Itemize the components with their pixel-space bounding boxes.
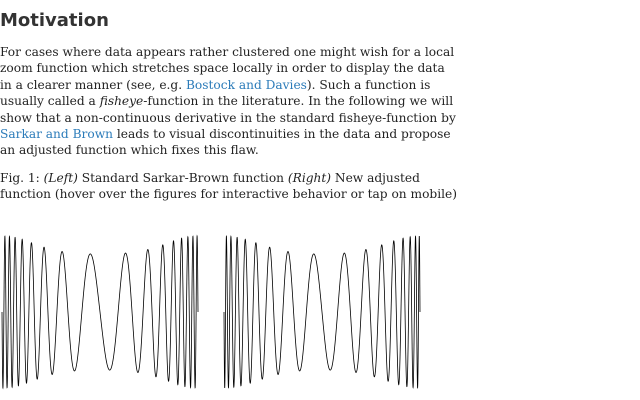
intro-line-3-text: in a clearer manner (see, e.g. — [0, 77, 186, 92]
distorted-wave-standard — [2, 236, 198, 388]
intro-line-1: For cases where data appears rather clustered one might wish for a local — [0, 45, 455, 59]
caption-line-2: function (hover over the figures for interactive behavior or tap on mobile) — [0, 187, 457, 202]
sarkar-brown-link[interactable]: Sarkar and Brown — [0, 127, 113, 142]
intro-paragraph — [0, 44, 456, 159]
caption-line-1 — [0, 170, 430, 186]
fisheye-term: fisheye — [99, 94, 144, 109]
intro-line-3-text-end: ). Such a function is — [306, 77, 431, 92]
distorted-wave-adjusted — [224, 236, 420, 388]
caption-left-text: Standard Sarkar-Brown function — [77, 171, 288, 185]
fisheye-figure-adjusted[interactable] — [222, 230, 422, 395]
intro-line-5: show that a non-continuous derivative in the standard fisheye-function by — [0, 110, 456, 125]
intro-line-2: zoom function which stretches space locally in order to display the data — [0, 61, 445, 76]
intro-line-6 — [0, 126, 451, 142]
caption-right-text: New adjusted — [331, 171, 420, 185]
page-title: Motivation — [0, 10, 109, 31]
intro-line-7: an adjusted function which fixes this flaw. — [0, 143, 259, 158]
intro-line-4-text: usually called a — [0, 94, 100, 109]
intro-line-6-text: leads to visual discontinuities in the data and propose — [112, 127, 451, 142]
caption-left-tag: (Left) — [43, 171, 78, 185]
intro-line-3 — [0, 77, 430, 93]
intro-line-4 — [0, 93, 454, 109]
caption-fig-label: Fig. 1: — [0, 171, 44, 185]
caption-right-tag: (Right) — [287, 171, 332, 185]
intro-line-4-text-end: -function in the literature. In the following we will — [143, 94, 454, 109]
figure-caption — [0, 170, 457, 203]
bostock-davies-link[interactable]: Bostock and Davies — [185, 77, 307, 92]
fisheye-figure-standard[interactable] — [0, 230, 200, 395]
